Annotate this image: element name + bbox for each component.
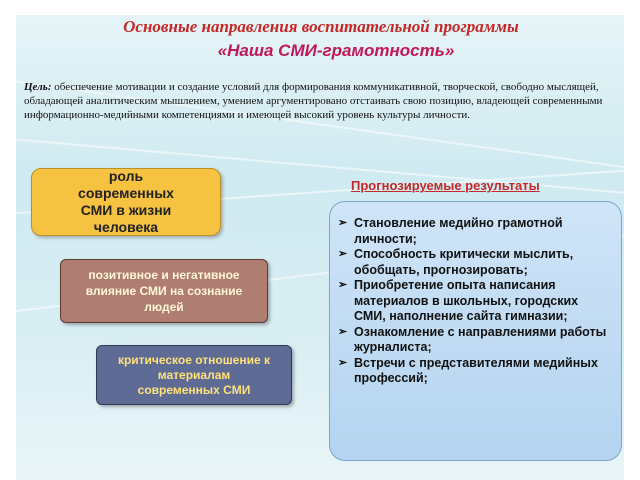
slide-title: Основные направления воспитательной программы — [123, 17, 519, 36]
slide — [16, 15, 624, 480]
results-title: Прогнозируемые результаты — [351, 178, 540, 193]
results-list — [338, 216, 613, 387]
result-item: ➢ Приобретение опыта написания материалов в школьных, городских СМИ, наполнение сайта гимназии; — [338, 278, 613, 325]
direction-box-media-influence: позитивное и негативное влияние СМИ на сознание людей — [60, 259, 268, 323]
slide-subtitle: «Наша СМИ-грамотность» — [217, 41, 455, 60]
result-item: ➢ Встречи с представителями медийных профессий; — [338, 356, 613, 387]
result-item: ➢ Способность критически мыслить, обобщать, прогнозировать; — [338, 247, 613, 278]
result-item: ➢ Становление медийно грамотной личности; — [338, 216, 613, 247]
goal-label: Цель: — [24, 81, 52, 93]
results-panel — [329, 201, 622, 461]
result-item: ➢ Ознакомление с направлениями работы журналиста; — [338, 325, 613, 356]
direction-box-critical-attitude: критическое отношение к материалам современных СМИ — [96, 345, 292, 405]
goal-text: обеспечение мотивации и создание условий для формирования коммуникативной, творческой, свободно мыслящей, обладающей аналитическим мышлением, умением аргументировано отстаивать свою позицию, владеющей современными информационно-медийными компетенциями и имеющей высокий уровень культуры личности. — [24, 81, 603, 121]
direction-box-media-role: роль современных СМИ в жизни человека — [31, 168, 221, 236]
goal-paragraph — [24, 80, 616, 122]
